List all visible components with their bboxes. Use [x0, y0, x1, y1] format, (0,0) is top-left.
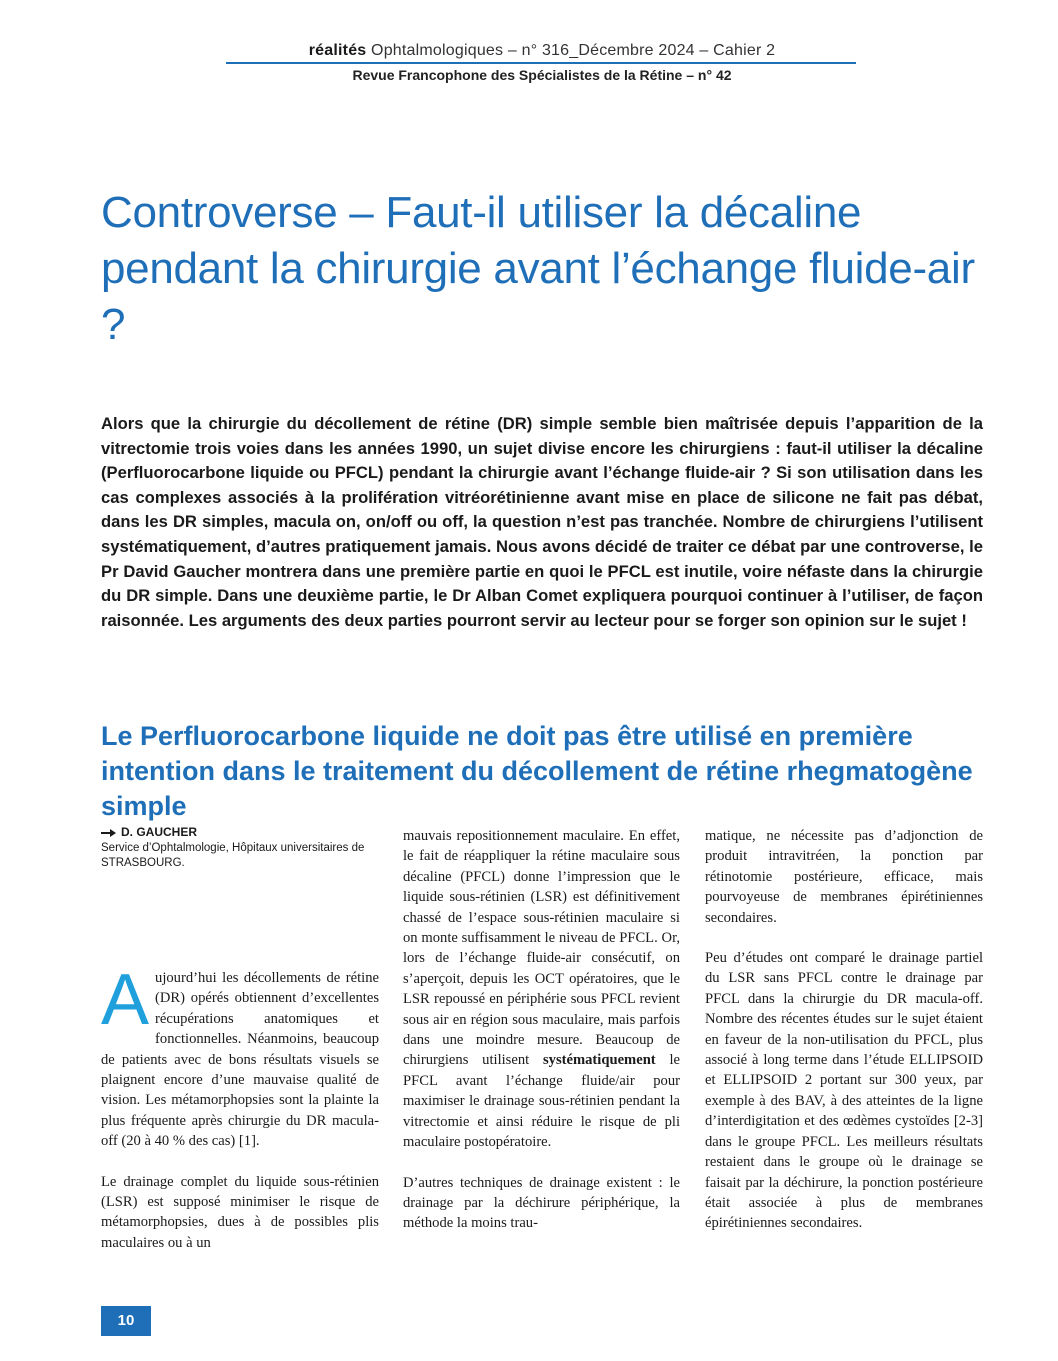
- journal-subline: Revue Francophone des Spécialistes de la Rétine – n° 42: [352, 67, 732, 83]
- paragraph-text: ujourd’hui les décollements de rétine (DR) opérés obtiennent d’excellentes récupérations anatomiques et fonctionnelles. Néanmoins, beaucoup de patients avec de bons résultats visuels se plaignent encore d’une mauvaise qualité de vision. Les métamorphopsies sont la plainte la plus fréquente après chirurgie du DR macula-off (20 à 40 % des cas) [1].: [101, 970, 379, 1150]
- body-column-3: [705, 826, 983, 1254]
- author-name: D. GAUCHER: [121, 825, 198, 839]
- body-paragraph: [403, 826, 680, 1153]
- subtitle-start: Le Perfluorocarbone liquide: [101, 721, 468, 751]
- drop-cap: A: [101, 960, 150, 1040]
- body-paragraph: matique, ne nécessite pas d’adjonction de produit intravitréen, la ponction par rétinotomie postérieure, efficace, mais pourvoyeuse de membranes épirétiniennes secondaires.: [705, 828, 983, 926]
- subtitle-end: en première intention dans le traitement du décollement de rétine rhegmatogène simple: [101, 721, 973, 821]
- arrow-right-icon: [101, 829, 115, 837]
- body-paragraph: D’autres techniques de drainage existent : le drainage par la déchirure périphérique, la méthode la moins trau-: [403, 1174, 680, 1232]
- author-block: [101, 825, 381, 871]
- journal-header: [228, 42, 856, 60]
- paragraph-text: mauvais repositionnement maculaire. En effet, le fait de réappliquer la rétine maculaire sous décaline (PFCL) donne l’impression que le liquide sous-rétinien (LSR) est définitivement chassé de l’espace sous-rétinien maculaire si on monte suffisamment le niveau de PFCL. Or, lors de l’échange fluide-air consécutif, on s’aperçoit, depuis les OCT opératoires, que le LSR repoussé en périphérie sous PFCL revient sous air en région sous maculaire, mais parfois dans une moindre mesure. Beaucoup de chirurgiens utilisent: [403, 828, 680, 1069]
- journal-name: réalités: [308, 42, 367, 59]
- body-paragraph: Peu d’études ont comparé le drainage partiel du LSR sans PFCL contre le drainage par PFCL dans la chirurgie du DR macula-off. Nombre des récentes études sur le sujet étaient en faveur de la non-utilisation du PFCL, plus associé à long terme dans l’étude ELLIPSOID et ELLIPSOID 2 portant sur 300 yeux, par exemple à des BAV, à des atteintes de la ligne d’interdigitation et des œdèmes cystoïdes [2-3] dans le groupe PFCL. Les meilleurs résultats restaient dans le groupe où le drainage se faisait par la déchirure, la ponction postérieure était associée à plus de membranes épirétiniennes secondaires.: [705, 950, 983, 1232]
- author-affiliation: Service d’Ophtalmologie, Hôpitaux universitaires de STRASBOURG.: [101, 842, 365, 869]
- emphasis-text: systématiquement: [542, 1052, 656, 1069]
- body-column-2: [403, 826, 680, 1254]
- body-paragraph: [101, 960, 379, 1152]
- body-column-1: [101, 960, 379, 1273]
- body-paragraph: Le drainage complet du liquide sous-rétinien (LSR) est supposé minimiser le risque de métamorphopsies, dues à de possibles plis maculaires ou à un: [101, 1173, 379, 1251]
- page-number: 10: [101, 1306, 151, 1336]
- journal-issue: Ophtalmologiques – n° 316_Décembre 2024 – Cahier 2: [371, 42, 776, 59]
- article-intro: Alors que la chirurgie du décollement de rétine (DR) simple semble bien maîtrisée depuis l’apparition de la vitrectomie trois voies dans les années 1990, un sujet divise encore les chirurgiens : faut-il utiliser la décaline (Perfluorocarbone liquide ou PFCL) pendant la chirurgie avant l’échange fluide-air ? Si son utilisation dans les cas complexes associés à la prolifération vitréorétinienne avant mise en place de silicone ne fait pas débat, dans les DR simples, macula on, on/off ou off, la question n’est pas tranchée. Nombre de chirurgiens l’utilisent systématiquement, d’autres pratiquement jamais. Nous avons décidé de traiter ce débat par une controverse, le Pr David Gaucher montrera dans une première partie en quoi le PFCL est inutile, voire néfaste dans la chirurgie du DR simple. Dans une deuxième partie, le Dr Alban Comet expliquera pourquoi continuer à l’utiliser, de façon raisonnée. Les arguments des deux parties pourront servir au lecteur pour se forger son opinion sur le sujet !: [101, 414, 983, 630]
- article-title: Controverse – Faut-il utiliser la décaline pendant la chirurgie avant l’échange fluide-air ?: [101, 188, 975, 349]
- subtitle-emphasis: ne doit pas être utilisé: [467, 721, 753, 751]
- header-divider: [226, 62, 856, 64]
- section-subtitle: [101, 719, 1001, 824]
- paragraph-text: le PFCL avant l’échange fluide/air pour maximiser le drainage sous-rétinien pendant la vitrectomie et ainsi réduire le risque de pli maculaire postopératoire.: [403, 1052, 680, 1151]
- author-line: [101, 825, 381, 841]
